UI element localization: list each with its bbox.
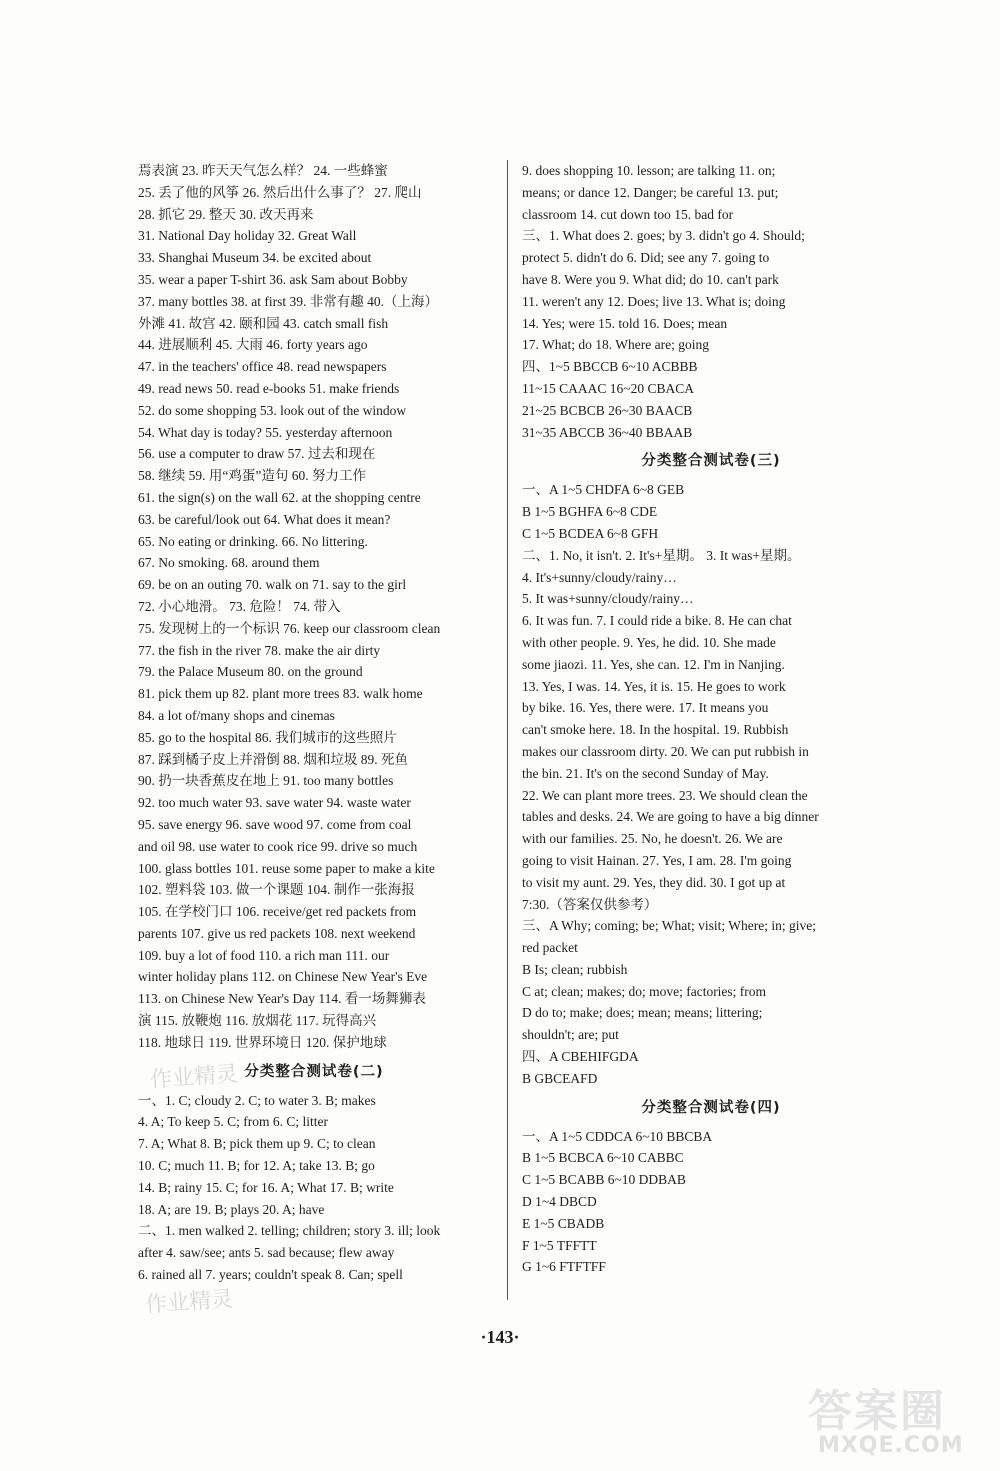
section-heading-test-4: 分类整合测试卷(四) — [641, 1099, 781, 1116]
answer-line: 100. glass bottles 101. reuse some paper to make a kite — [138, 860, 435, 876]
answer-line: 7:30.（答案仅供参考） — [522, 896, 658, 912]
answer-line: 87. 踩到橘子皮上并滑倒 88. 烟和垃圾 89. 死鱼 — [138, 751, 408, 767]
answer-line: 21~25 BCBCB 26~30 BAACB — [522, 402, 693, 418]
answer-line: to visit my aunt. 29. Yes, they did. 30. I got up at — [522, 874, 786, 890]
answer-line: 118. 地球日 119. 世界环境日 120. 保护地球 — [138, 1034, 387, 1050]
answer-line: tables and desks. 24. We are going to have a big dinner — [522, 809, 819, 825]
answer-line: 63. be careful/look out 64. What does it mean? — [138, 511, 391, 527]
left-answer-block — [138, 160, 490, 1054]
answer-line: 37. many bottles 38. at first 39. 非常有趣 40.（上海） — [138, 293, 438, 309]
answer-line: 81. pick them up 82. plant more trees 83. walk home — [138, 686, 423, 702]
answer-line: 95. save energy 96. save wood 97. come from coal — [138, 816, 412, 832]
answer-line: 25. 丢了他的风筝 26. 然后出什么事了？ 27. 爬山 — [138, 184, 422, 200]
section-heading-test-2: 分类整合测试卷(二) — [244, 1063, 384, 1080]
section-heading-test-3: 分类整合测试卷(三) — [641, 453, 781, 470]
answer-line: 85. go to the hospital 86. 我们城市的这些照片 — [138, 729, 397, 745]
answer-line: some jiaozi. 11. Yes, she can. 12. I'm in Nanjing. — [522, 656, 785, 672]
watermark-logo-url: MXQE.COM — [818, 1433, 964, 1458]
answer-line: B Is; clean; rubbish — [522, 961, 628, 977]
right-answer-block — [522, 160, 900, 443]
answer-line: 四、A CBEHIFGDA — [522, 1049, 639, 1065]
answer-line: 三、1. What does 2. goes; by 3. didn't go 4. Should; — [522, 228, 805, 244]
answer-line: D do to; make; does; mean; means; littering; — [522, 1005, 763, 1021]
answer-line: 11~15 CAAAC 16~20 CBACA — [522, 380, 694, 396]
answer-line: 4. It's+sunny/cloudy/rainy… — [522, 569, 677, 585]
answer-line: red packet — [522, 940, 578, 956]
answer-line: protect 5. didn't do 6. Did; see any 7. going to — [522, 250, 770, 266]
page-number: ·143· — [480, 1327, 520, 1347]
answer-line: 33. Shanghai Museum 34. be excited about — [138, 250, 372, 266]
answer-line: 17. What; do 18. Where are; going — [522, 337, 709, 353]
answer-line: means; or dance 12. Danger; be careful 13. put; — [522, 184, 779, 200]
answer-line: C at; clean; makes; do; move; factories; from — [522, 983, 767, 999]
answer-line: 109. buy a lot of food 110. a rich man 111. our — [138, 947, 390, 963]
answer-line: classroom 14. cut down too 15. bad for — [522, 206, 734, 222]
answer-line: 77. the fish in the river 78. make the air dirty — [138, 642, 381, 658]
answer-line: 44. 进展顺利 45. 大雨 46. forty years ago — [138, 337, 368, 353]
answer-line: 14. B; rainy 15. C; for 16. A; What 17. B; write — [138, 1179, 394, 1195]
answer-line: by bike. 16. Yes, there were. 17. It means you — [522, 700, 769, 716]
answer-line: 二、1. No, it isn't. 2. It's+星期。 3. It was+星期。 — [522, 547, 801, 563]
answer-line: 105. 在学校门口 106. receive/get red packets from — [138, 904, 417, 920]
watermark-logo-text: 答案圈 — [808, 1386, 946, 1437]
answer-line: 5. It was+sunny/cloudy/rainy… — [522, 591, 694, 607]
answer-line: 一、A 1~5 CDDCA 6~10 BBCBA — [522, 1128, 713, 1144]
watermark-stamp: 作业精灵 — [149, 1061, 239, 1094]
answer-line: with other people. 9. Yes, he did. 10. She made — [522, 634, 776, 650]
answer-line: 58. 继续 59. 用“鸡蛋”造句 60. 努力工作 — [138, 468, 366, 484]
answer-line: parents 107. give us red packets 108. next weekend — [138, 925, 416, 941]
column-divider — [507, 160, 508, 1300]
answer-line: the bin. 21. It's on the second Sunday of May. — [522, 765, 769, 781]
answer-line: 22. We can plant more trees. 23. We should clean the — [522, 787, 808, 803]
watermark-stamp: 作业精灵 — [144, 1286, 234, 1319]
answer-line: 65. No eating or drinking. 66. No littering. — [138, 533, 368, 549]
answer-line: B GBCEAFD — [522, 1070, 598, 1086]
answer-line: 90. 扔一块香蕉皮在地上 91. too many bottles — [138, 773, 394, 789]
answer-line: 52. do some shopping 53. look out of the window — [138, 402, 407, 418]
answer-line: 演 115. 放鞭炮 116. 放烟花 117. 玩得高兴 — [138, 1013, 377, 1029]
answer-line: 7. A; What 8. B; pick them up 9. C; to clean — [138, 1136, 376, 1152]
answer-line: 14. Yes; were 15. told 16. Does; mean — [522, 315, 728, 331]
answer-line: 92. too much water 93. save water 94. waste water — [138, 795, 411, 811]
answer-line: 61. the sign(s) on the wall 62. at the shopping centre — [138, 489, 421, 505]
answer-line: B 1~5 BCBCA 6~10 CABBC — [522, 1150, 684, 1166]
answer-line: winter holiday plans 112. on Chinese New Year's Eve — [138, 969, 428, 985]
answer-line: have 8. Were you 9. What did; do 10. can't park — [522, 271, 779, 287]
answer-line: makes our classroom dirty. 20. We can put rubbish in — [522, 743, 809, 759]
answer-line: 6. rained all 7. years; couldn't speak 8. Can; spell — [138, 1267, 403, 1283]
answer-line: 56. use a computer to draw 57. 过去和现在 — [138, 446, 376, 462]
answer-line: 31. National Day holiday 32. Great Wall — [138, 228, 357, 244]
answer-line: 一、A 1~5 CHDFA 6~8 GEB — [522, 482, 685, 498]
answer-line: B 1~5 BGHFA 6~8 CDE — [522, 504, 658, 520]
answer-line: 79. the Palace Museum 80. on the ground — [138, 664, 363, 680]
answer-line: C 1~5 BCABB 6~10 DDBAB — [522, 1172, 686, 1188]
answer-line: 113. on Chinese New Year's Day 114. 看一场舞狮表 — [138, 991, 426, 1007]
answer-line: 外滩 41. 故宫 42. 颐和园 43. catch small fish — [138, 315, 389, 331]
answer-line: 10. C; much 11. B; for 12. A; take 13. B; go — [138, 1158, 375, 1174]
answer-line: 四、1~5 BBCCB 6~10 ACBBB — [522, 359, 698, 375]
answer-line: 4. A; To keep 5. C; from 6. C; litter — [138, 1114, 329, 1130]
right-column — [522, 160, 900, 1278]
answer-line: 三、A Why; coming; be; What; visit; Where; in; give; — [522, 918, 816, 934]
answer-line: F 1~5 TFFTT — [522, 1237, 597, 1253]
answer-line: 二、1. men walked 2. telling; children; story 3. ill; look — [138, 1223, 441, 1239]
test-3-answer-block — [522, 479, 900, 1089]
answer-line: 31~35 ABCCB 36~40 BBAAB — [522, 424, 693, 440]
answer-line: D 1~4 DBCD — [522, 1194, 597, 1210]
answer-line: and oil 98. use water to cook rice 99. drive so much — [138, 838, 418, 854]
answer-line: 35. wear a paper T-shirt 36. ask Sam about Bobby — [138, 271, 408, 287]
answer-line: 47. in the teachers' office 48. read newspapers — [138, 359, 387, 375]
answer-line: G 1~6 FTFTFF — [522, 1259, 606, 1275]
answer-line: 67. No smoking. 68. around them — [138, 555, 320, 571]
answer-line: after 4. saw/see; ants 5. sad because; flew away — [138, 1245, 395, 1261]
answer-line: 84. a lot of/many shops and cinemas — [138, 707, 335, 723]
answer-line: can't smoke here. 18. In the hospital. 19. Rubbish — [522, 722, 789, 738]
answer-line: 54. What day is today? 55. yesterday afternoon — [138, 424, 393, 440]
answer-line: 72. 小心地滑。 73. 危险！ 74. 带入 — [138, 598, 341, 614]
answer-line: 11. weren't any 12. Does; live 13. What is; doing — [522, 293, 786, 309]
test-2-answer-block — [138, 1090, 490, 1286]
answer-line: going to visit Hainan. 27. Yes, I am. 28. I'm going — [522, 852, 792, 868]
answer-line: 18. A; are 19. B; plays 20. A; have — [138, 1201, 325, 1217]
answer-line: E 1~5 CBADB — [522, 1215, 605, 1231]
answer-line: 102. 塑料袋 103. 做一个课题 104. 制作一张海报 — [138, 882, 415, 898]
answer-line: shouldn't; are; put — [522, 1027, 619, 1043]
left-column — [138, 160, 490, 1286]
answer-line: with our families. 25. No, he doesn't. 26. We are — [522, 831, 783, 847]
answer-line: 75. 发现树上的一个标识 76. keep our classroom clean — [138, 620, 441, 636]
answer-line: 9. does shopping 10. lesson; are talking 11. on; — [522, 163, 776, 178]
answer-line: 69. be on an outing 70. walk on 71. say to the girl — [138, 577, 407, 593]
answer-line: 焉表演 23. 昨天天气怎么样？ 24. 一些蜂蜜 — [138, 163, 388, 178]
answer-line: C 1~5 BCDEA 6~8 GFH — [522, 525, 659, 541]
answer-line: 28. 抓它 29. 整天 30. 改天再来 — [138, 206, 314, 222]
answer-line: 6. It was fun. 7. I could ride a bike. 8. He can chat — [522, 613, 792, 629]
answer-line: 49. read news 50. read e-books 51. make friends — [138, 380, 400, 396]
test-4-answer-block — [522, 1126, 900, 1279]
answer-line: 13. Yes, I was. 14. Yes, it is. 15. He goes to work — [522, 678, 786, 694]
answer-line: 一、1. C; cloudy 2. C; to water 3. B; makes — [138, 1092, 376, 1108]
watermark-logo — [790, 1375, 990, 1465]
